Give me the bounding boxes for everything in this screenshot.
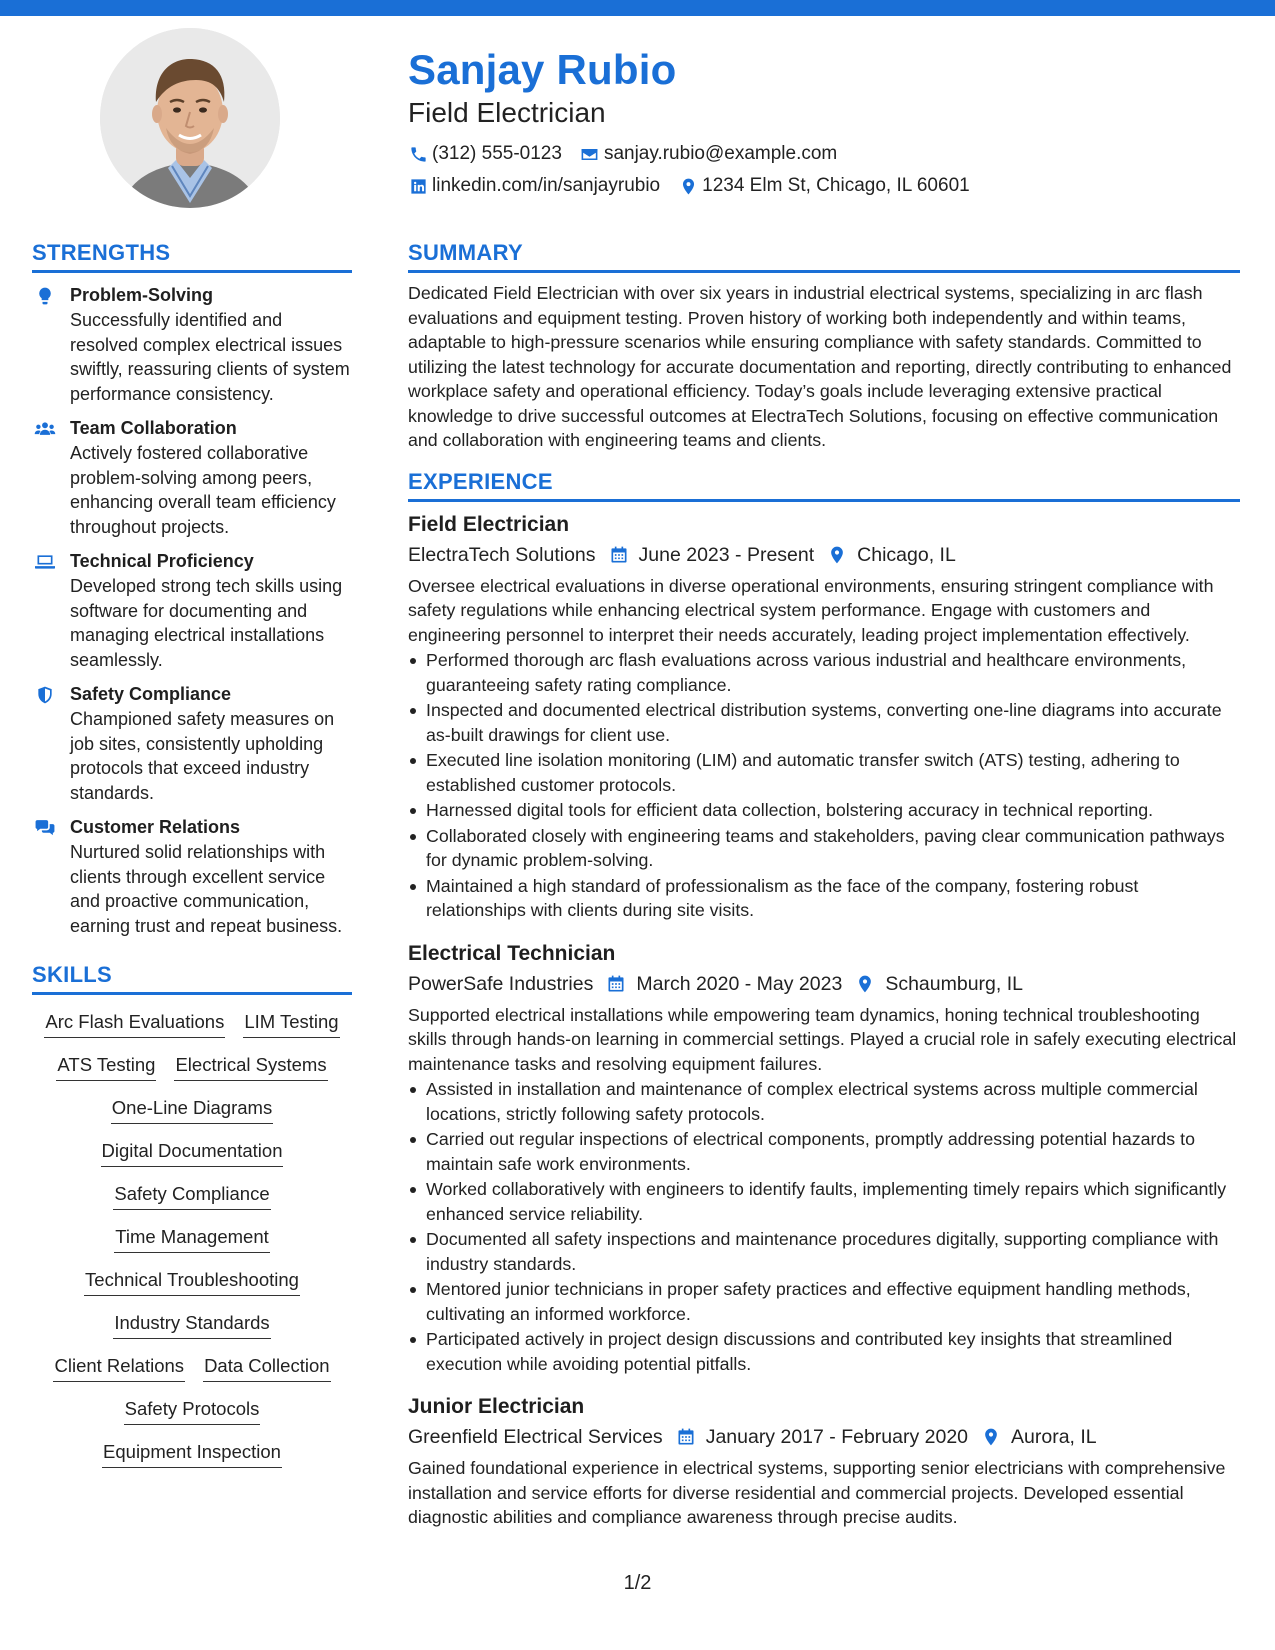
job-entry [408,1392,1240,1530]
summary-text: Dedicated Field Electrician with over six years in industrial electrical systems, specializing in arc flash evaluations and equipment testing. Proven history of working both independently and within teams, adaptable to high-pressure scenarios while ensuring compliance with safety standards. Committed to utilizing the latest technology for accurate documentation and reporting, directly contributing to enhanced workplace safety and operational efficiency. Today’s goals include leveraging extensive practical knowledge to drive successful outcomes at ElectraTech Solutions, focusing on effective communication and collaboration with engineering teams and clients. [408,283,1232,450]
strength-desc: Successfully identified and resolved complex electrical issues swiftly, reassuring clients of system performance consistency. [70,310,350,404]
skill-tag: Client Relations [53,1353,185,1382]
strength-desc: Actively fostered collaborative problem-solving among peers, enhancing overall team efficiency throughout projects. [70,443,336,537]
users-icon [32,416,70,539]
right-column [408,238,1240,1530]
linkedin-text: linkedin.com/in/sanjayrubio [432,175,661,196]
skill-tag: Safety Protocols [124,1396,261,1425]
strength-desc: Developed strong tech skills using software for documenting and managing electrical installations seamlessly. [70,576,343,670]
bullet-item: Performed thorough arc flash evaluations across various industrial and healthcare environments, guaranteeing safety rating compliance. [408,648,1240,697]
top-accent-bar [0,0,1275,16]
address-text: 1234 Elm St, Chicago, IL 60601 [702,175,970,196]
contact-address [678,175,970,197]
skill-tag: Digital Documentation [101,1138,284,1167]
strength-item [32,283,352,406]
bullet-item: Participated actively in project design discussions and contributed key insights that streamlined execution while avoiding potential pitfalls. [408,1327,1240,1376]
bullet-item: Maintained a high standard of professionalism as the face of the company, fostering robust relationships with clients during site visits. [408,874,1240,923]
strengths-heading: STRENGTHS [32,238,352,273]
experience-heading: EXPERIENCE [408,467,1240,502]
skill-tag: Electrical Systems [174,1052,327,1081]
bullet-item: Mentored junior technicians in proper safety practices and effective equipment handling methods, cultivating an informed workforce. [408,1277,1240,1326]
candidate-name: Sanjay Rubio [408,46,677,93]
job-description: Gained foundational experience in electrical systems, supporting senior electricians with comprehensive installation and service efforts for diverse residential and commercial projects. Developed essential diagnostic abilities and compliance awareness through precise audits. [408,1458,1226,1527]
bullet-item: Inspected and documented electrical distribution systems, converting one-line diagrams into accurate as-built drawings for client use. [408,698,1240,747]
skills-list [32,1009,352,1468]
strength-item [32,815,352,938]
job-role: Electrical Technician [408,941,616,965]
candidate-title: Field Electrician [408,97,606,128]
lightbulb-icon [32,283,70,406]
job-location: Chicago, IL [857,543,956,566]
job-bullets [408,1077,1240,1376]
bullet-item: Harnessed digital tools for efficient data collection, bolstering accuracy in technical reporting. [408,798,1240,823]
profile-photo [100,28,280,208]
strength-item [32,416,352,539]
phone-text: (312) 555-0123 [432,143,562,164]
map-pin-icon [678,176,698,196]
job-description: Oversee electrical evaluations in diverse operational environments, ensuring stringent compliance with safety regulations while enhancing electrical system performance. Engage with customers and engineering personnel to interpret their needs accurately, leading project implementation effectively. [408,575,1214,645]
skill-tag: Industry Standards [113,1310,270,1339]
skill-tag: Time Management [114,1224,270,1253]
skill-tag: Data Collection [203,1353,330,1382]
job-location: Aurora, IL [1011,1426,1097,1448]
resume-header [408,44,1248,202]
strength-desc: Nurtured solid relationships with clients through excellent service and proactive communication, earning trust and repeat business. [70,842,343,936]
bullet-item: Documented all safety inspections and maintenance procedures digitally, supporting compliance with industry standards. [408,1227,1240,1276]
contact-row-1 [408,138,1248,170]
calendar-icon [605,973,627,995]
laptop-icon [32,549,70,672]
left-column [32,238,352,1468]
strength-title: Problem-Solving [70,285,214,305]
skill-tag: Equipment Inspection [102,1439,282,1468]
page-number: 1/2 [623,1572,652,1594]
contact-linkedin[interactable] [408,175,660,197]
bullet-item: Assisted in installation and maintenance of complex electrical systems across multiple commercial locations, strictly following safety protocols. [408,1077,1240,1126]
bullet-item: Executed line isolation monitoring (LIM) and automatic transfer switch (ATS) testing, adhering to established customer protocols. [408,748,1240,797]
email-text: sanjay.rubio@example.com [603,143,838,164]
strength-title: Team Collaboration [70,418,237,438]
job-dates: January 2017 - February 2020 [705,1426,969,1448]
comments-icon [32,815,70,938]
job-description: Supported electrical installations while empowering team dynamics, honing technical troubleshooting skills through hands-on learning in commercial settings. Played a crucial role in safely executing electrical maintenance tasks and resolving equipment failures. [408,1004,1237,1074]
bullet-item: Worked collaboratively with engineers to identify faults, implementing timely repairs which significantly enhanced service reliability. [408,1177,1240,1226]
skill-tag: LIM Testing [243,1009,339,1038]
strength-title: Technical Proficiency [70,551,254,571]
job-meta [408,969,1240,999]
skill-tag: ATS Testing [56,1052,156,1081]
bullet-item: Collaborated closely with engineering teams and stakeholders, paving clear communication pathways for dynamic problem-solving. [408,824,1240,873]
job-company: ElectraTech Solutions [408,543,596,566]
job-entry [408,510,1240,923]
strength-desc: Championed safety measures on job sites, consistently upholding protocols that exceed industry standards. [70,709,335,803]
strength-item [32,549,352,672]
job-meta [408,1422,1240,1452]
job-company: PowerSafe Industries [408,972,594,995]
skill-tag: Technical Troubleshooting [84,1267,300,1296]
calendar-icon [675,1426,697,1448]
job-company: Greenfield Electrical Services [408,1426,663,1448]
strength-title: Customer Relations [70,817,241,837]
linkedin-icon [408,176,428,196]
skill-tag: One-Line Diagrams [111,1095,273,1124]
map-pin-icon [826,544,848,566]
contact-email[interactable] [580,143,837,165]
calendar-icon [608,544,630,566]
summary-heading: SUMMARY [408,238,1240,273]
contact-phone[interactable] [408,143,562,165]
phone-icon [408,144,428,164]
contact-row-2 [408,170,1248,202]
job-bullets [408,648,1240,923]
job-dates: June 2023 - Present [638,543,815,566]
job-location: Schaumburg, IL [885,972,1023,995]
map-pin-icon [980,1426,1002,1448]
job-entry [408,939,1240,1377]
map-pin-icon [854,973,876,995]
job-dates: March 2020 - May 2023 [636,972,843,995]
strength-title: Safety Compliance [70,684,232,704]
job-role: Field Electrician [408,512,570,536]
strength-item [32,682,352,805]
job-role: Junior Electrician [408,1395,585,1418]
envelope-icon [580,144,600,164]
shield-icon [32,682,70,805]
bullet-item: Carried out regular inspections of electrical components, promptly addressing potential hazards to maintain safe work environments. [408,1127,1240,1176]
job-meta [408,540,1240,570]
skill-tag: Safety Compliance [113,1181,270,1210]
skills-heading: SKILLS [32,960,352,995]
skill-tag: Arc Flash Evaluations [44,1009,225,1038]
